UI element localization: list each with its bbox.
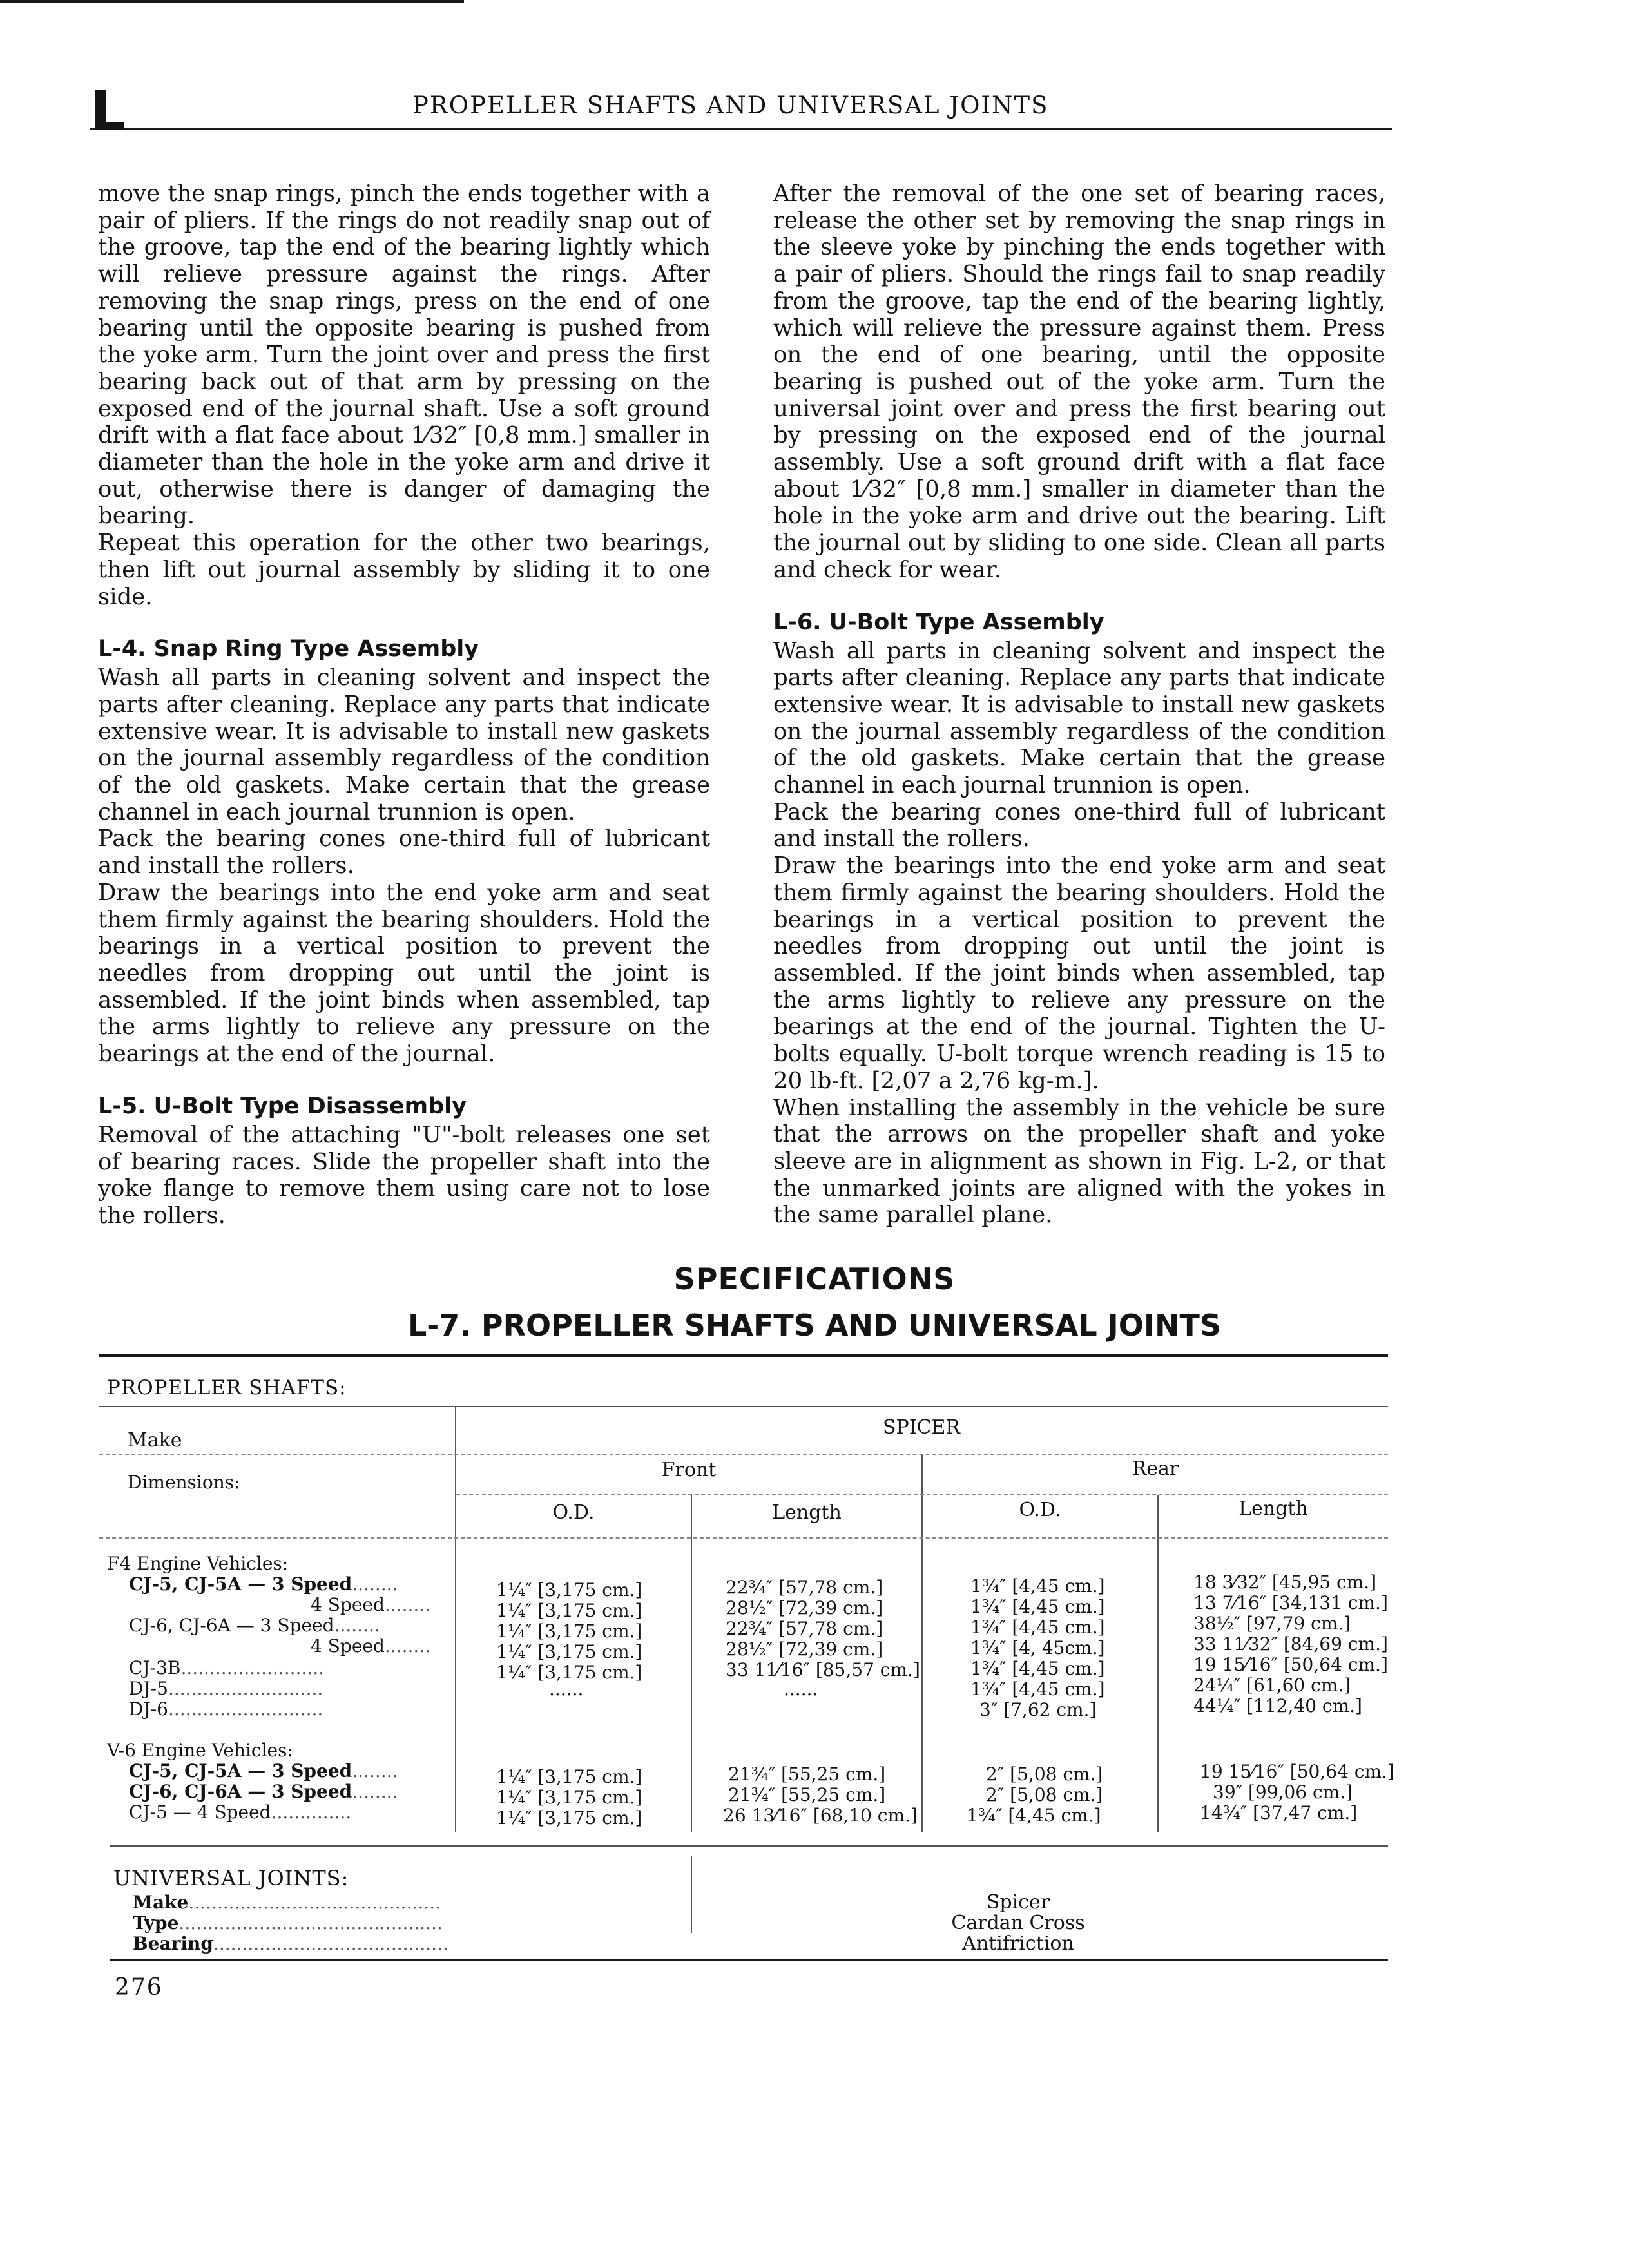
- front-length-cell: 28½″ [72,39 cm.]: [726, 1597, 883, 1619]
- table-rule: [99, 1406, 1388, 1407]
- rear-length-cell: 44¼″ [112,40 cm.]: [1193, 1695, 1362, 1716]
- table-row: CJ-3B.........................: [129, 1657, 325, 1678]
- rear-od-cell: 1¾″ [4, 45cm.]: [970, 1637, 1105, 1658]
- rear-length-cell: 38½″ [97,79 cm.]: [1193, 1613, 1351, 1634]
- make-label: Make: [128, 1429, 182, 1452]
- top-rule: [0, 0, 464, 3]
- paragraph: Pack the bearing cones one-third full of lubricant and install the rollers.: [98, 825, 710, 879]
- table-row: CJ-6, CJ-6A — 3 Speed........: [129, 1615, 380, 1636]
- rear-od-cell: 1¾″ [4,45 cm.]: [970, 1658, 1105, 1679]
- table-row: DJ-6...........................: [129, 1698, 323, 1720]
- paragraph: Draw the bearings into the end yoke arm and seat them firmly against the bearing shoulders. Hold the bearings in a vertical position to prevent the needles from dropping out until the joint is assembled. If the joint binds when assembled, tap the arms lightly to relieve any pressure on the bearings at the end of the journal.: [98, 879, 710, 1068]
- row-label: CJ-5, CJ-5A — 3 Speed: [129, 1573, 352, 1595]
- row-label: DJ-5: [129, 1678, 168, 1699]
- paragraph: Pack the bearing cones one-third full of lubricant and install the rollers.: [773, 798, 1385, 852]
- paragraph: Repeat this operation for the other two bearings, then lift out journal assembly by sliding it to one side.: [98, 530, 710, 610]
- section-heading-l4: L-4. Snap Ring Type Assembly: [98, 636, 479, 662]
- table-rule: [99, 1537, 1388, 1539]
- table-row: DJ-5...........................: [129, 1678, 323, 1699]
- table-divider: [691, 1495, 692, 1832]
- paragraph: Draw the bearings into the end yoke arm and seat them firmly against the bearing shoulders. Hold the bearings in a vertical position to prevent the needles from dropping out until the joint is assembled. If the joint binds when assembled, tap the arms lightly to relieve any pressure on the bearings at the end of the journal. Tighten the U-bolts equally. U-bolt torque wrench reading is 15 to 20 lb-ft. [2,07 a 2,76 kg-m.].: [773, 852, 1385, 1094]
- row-label: 4 Speed: [311, 1635, 385, 1657]
- front-od-cell: 1¼″ [3,175 cm.]: [496, 1787, 642, 1808]
- specifications-title: SPECIFICATIONS: [673, 1262, 956, 1296]
- table-rule: [110, 1959, 1388, 1961]
- front-length-cell: 21¾″ [55,25 cm.]: [728, 1784, 886, 1805]
- front-length-cell: ......: [784, 1678, 818, 1700]
- paragraph: After the removal of the one set of bearing races, release the other set by removing the snap rings in the sleeve yoke by pinching the ends together with a pair of pliers. Should the rings fail to snap readily from the groove, tap the end of the bearing lightly, which will relieve the pressure against them. Press on the end of one bearing, until the opposite bearing is pushed out of the yoke arm. Turn the universal joint over and press the first bearing out by pressing on the exposed end of the journal assembly. Use a soft ground drift with a flat face about 1⁄32″ [0,8 mm.] smaller in diameter than the hole in the yoke arm and drive out the bearing. Lift the journal out by sliding to one side. Clean all parts and check for wear.: [773, 180, 1385, 583]
- front-od-cell: 1¼″ [3,175 cm.]: [496, 1807, 642, 1829]
- uj-row: Type..............................................: [133, 1912, 443, 1934]
- rear-od-cell: 2″ [5,08 cm.]: [986, 1784, 1103, 1805]
- front-od-cell: 1¼″ [3,175 cm.]: [496, 1600, 642, 1621]
- left-column: [98, 180, 710, 1229]
- rear-od-cell: 1¾″ [4,45 cm.]: [970, 1596, 1105, 1617]
- front-length-cell: 28½″ [72,39 cm.]: [726, 1639, 883, 1660]
- rear-length-cell: 19 15⁄16″ [50,64 cm.]: [1193, 1654, 1388, 1675]
- table-row: CJ-5, CJ-5A — 3 Speed........: [129, 1573, 398, 1595]
- table-row: CJ-6, CJ-6A — 3 Speed........: [129, 1781, 398, 1802]
- front-length-cell: 21¾″ [55,25 cm.]: [728, 1763, 886, 1785]
- page-header: [90, 79, 1392, 144]
- page-number: 276: [115, 1974, 163, 2001]
- row-label: CJ-6, CJ-6A — 3 Speed: [129, 1781, 352, 1802]
- rear-length-cell: 19 15⁄16″ [50,64 cm.]: [1200, 1761, 1394, 1782]
- table-divider: [691, 1856, 692, 1933]
- table-row: 4 Speed........: [311, 1594, 431, 1615]
- section-heading-l5: L-5. U-Bolt Type Disassembly: [98, 1093, 467, 1119]
- table-row: 4 Speed........: [311, 1635, 431, 1657]
- row-label: CJ-3B: [129, 1657, 181, 1678]
- rear-length-cell: 13 7⁄16″ [34,131 cm.]: [1193, 1592, 1388, 1613]
- group-label-v6: V-6 Engine Vehicles:: [107, 1740, 293, 1761]
- uj-row-label: Type: [133, 1912, 179, 1934]
- uj-value: Spicer: [986, 1891, 1050, 1914]
- front-length-header: Length: [772, 1501, 842, 1524]
- table-divider: [1157, 1495, 1159, 1832]
- paragraph: Wash all parts in cleaning solvent and inspect the parts after cleaning. Replace any parts that indicate extensive wear. It is advisable to install new gaskets on the journal assembly regardless of the condition of the old gaskets. Make certain that the grease channel in each journal trunnion is open.: [98, 664, 710, 825]
- rear-length-cell: 14¾″ [37,47 cm.]: [1200, 1802, 1358, 1823]
- front-od-cell: 1¼″ [3,175 cm.]: [496, 1620, 642, 1642]
- rear-length-cell: 18 3⁄32″ [45,95 cm.]: [1193, 1571, 1377, 1593]
- section-heading-l6: L-6. U-Bolt Type Assembly: [773, 609, 1104, 635]
- row-label: DJ-6: [129, 1698, 168, 1720]
- rear-length-cell: 24¼″ [61,60 cm.]: [1193, 1675, 1351, 1696]
- table-row: CJ-5 — 4 Speed..............: [129, 1802, 352, 1823]
- uj-row: Make............................................: [133, 1892, 441, 1913]
- rear-length-header: Length: [1239, 1497, 1308, 1520]
- spec-rule: [99, 1354, 1388, 1357]
- paragraph: When installing the assembly in the vehicle be sure that the arrows on the propeller shaft and yoke sleeve are in alignment as shown in Fig. L-2, or that the unmarked joints are aligned with the yokes in the same parallel plane.: [773, 1094, 1385, 1229]
- propeller-shafts-label: PROPELLER SHAFTS:: [107, 1376, 347, 1399]
- front-header: Front: [661, 1459, 717, 1481]
- rear-od-cell: 1¾″ [4,45 cm.]: [967, 1805, 1101, 1826]
- rear-od-cell: 1¾″ [4,45 cm.]: [970, 1617, 1105, 1638]
- group-label-f4: F4 Engine Vehicles:: [107, 1553, 289, 1574]
- make-value: SPICER: [882, 1416, 961, 1439]
- front-length-cell: 22¾″ [57,78 cm.]: [726, 1577, 883, 1598]
- table-rule: [110, 1845, 1388, 1847]
- dimensions-label: Dimensions:: [128, 1472, 240, 1493]
- paragraph: move the snap rings, pinch the ends together with a pair of pliers. If the rings do not readily snap out of the groove, tap the end of the bearing lightly which will relieve pressure against the rings. After removing the snap rings, press on the end of one bearing until the opposite bearing is pushed from the yoke arm. Turn the joint over and press the first bearing back out of that arm by pressing on the exposed end of the journal shaft. Use a soft ground drift with a flat face about 1⁄32″ [0,8 mm.] smaller in diameter than the hole in the yoke arm and drive it out, otherwise there is danger of damaging the bearing.: [98, 180, 710, 530]
- rear-od-cell: 2″ [5,08 cm.]: [986, 1763, 1103, 1785]
- rear-header: Rear: [1132, 1457, 1179, 1480]
- rear-od-cell: 3″ [7,62 cm.]: [979, 1699, 1097, 1720]
- paragraph: Wash all parts in cleaning solvent and inspect the parts after cleaning. Replace any parts that indicate extensive wear. It is advisable to install new gaskets on the journal assembly regardless of the condition of the old gaskets. Make certain that the grease channel in each journal trunnion is open.: [773, 637, 1385, 799]
- running-title: PROPELLER SHAFTS AND UNIVERSAL JOINTS: [412, 91, 1049, 119]
- front-od-cell: 1¼″ [3,175 cm.]: [496, 1766, 642, 1787]
- rear-od-header: O.D.: [1019, 1499, 1061, 1521]
- rear-od-cell: 1¾″ [4,45 cm.]: [970, 1678, 1105, 1700]
- front-od-cell: 1¼″ [3,175 cm.]: [496, 1579, 642, 1600]
- uj-row-label: Make: [133, 1892, 189, 1913]
- front-od-header: O.D.: [552, 1501, 595, 1524]
- section-letter: L: [90, 79, 126, 144]
- uj-value: Cardan Cross: [951, 1912, 1085, 1934]
- row-label: CJ-5, CJ-5A — 3 Speed: [129, 1760, 352, 1782]
- front-length-cell: 26 13⁄16″ [68,10 cm.]: [723, 1805, 918, 1826]
- right-column: [773, 180, 1385, 1229]
- uj-row-label: Bearing: [133, 1933, 213, 1954]
- front-od-cell: ......: [549, 1678, 584, 1700]
- rear-length-cell: 33 11⁄32″ [84,69 cm.]: [1193, 1633, 1388, 1655]
- uj-value: Antifriction: [962, 1932, 1074, 1955]
- specifications-subtitle: L-7. PROPELLER SHAFTS AND UNIVERSAL JOINTS: [407, 1308, 1222, 1343]
- row-label: CJ-6, CJ-6A — 3 Speed: [129, 1615, 334, 1636]
- front-length-cell: 22¾″ [57,78 cm.]: [726, 1618, 883, 1639]
- front-od-cell: 1¼″ [3,175 cm.]: [496, 1662, 642, 1683]
- row-label: CJ-5 — 4 Speed: [129, 1802, 271, 1823]
- front-length-cell: 33 11⁄16″ [85,57 cm.]: [726, 1659, 920, 1680]
- paragraph: Removal of the attaching "U"-bolt releases one set of bearing races. Slide the propeller shaft into the yoke flange to remove them using care not to lose the rollers.: [98, 1121, 710, 1229]
- row-label: 4 Speed: [311, 1594, 385, 1615]
- table-row: CJ-5, CJ-5A — 3 Speed........: [129, 1760, 398, 1782]
- rear-length-cell: 39″ [99,06 cm.]: [1213, 1782, 1353, 1803]
- universal-joints-label: UNIVERSAL JOINTS:: [113, 1866, 349, 1890]
- front-od-cell: 1¼″ [3,175 cm.]: [496, 1641, 642, 1662]
- uj-row: Bearing.........................................: [133, 1933, 448, 1954]
- rear-od-cell: 1¾″ [4,45 cm.]: [970, 1575, 1105, 1597]
- table-rule: [99, 1454, 1388, 1455]
- table-rule: [456, 1494, 1388, 1495]
